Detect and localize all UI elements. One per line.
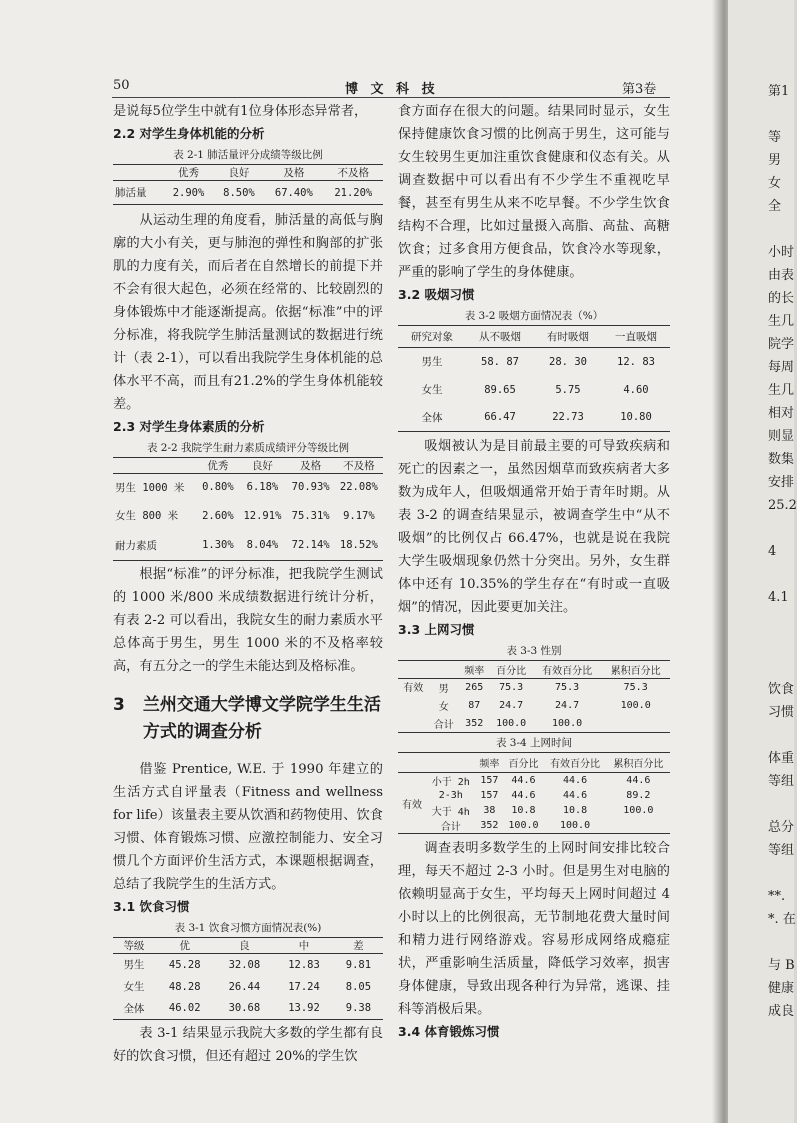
table-row — [113, 998, 383, 1020]
table-header: 一直吸烟 — [615, 331, 657, 343]
table-cell: 17.24 — [288, 980, 320, 993]
table-header: 频率 — [479, 759, 500, 770]
table-row — [113, 976, 383, 998]
next-page-text — [768, 80, 797, 1023]
page-right-fragment — [728, 0, 797, 1123]
table-cell: 女生 800 米 — [115, 510, 179, 522]
table-cell: 75.3 — [555, 682, 580, 694]
table-cell: 男生 — [421, 356, 443, 369]
section-heading-3-4: 3.4 体育锻炼习惯 — [398, 1024, 500, 1039]
table-row — [113, 954, 383, 976]
table-header: 累积百分比 — [610, 666, 661, 677]
table-header: 不及格 — [343, 460, 375, 472]
paragraph: 食方面存在很大的问题。结果同时显示，女生保持健康饮食习惯的比例高于男生，这可能与女生较男生更加注重饮食健康和仪态有关。从调查数据中可以看出有不少学生不重视吃早餐，甚至有男生从来不吃早餐。不少学生饮食结构不合理，比如过量摄入高脂、高盐、高糖饮食；过多食用方便食品，饮食冷水等现象，严重的影响了学生的身体健康。 — [398, 104, 670, 280]
table-cell: 合计 — [433, 719, 454, 731]
next-page-line — [768, 632, 797, 655]
table-cell: 100.0 — [623, 805, 654, 816]
table-cell: 58. 87 — [481, 355, 519, 368]
next-page-line — [768, 517, 797, 540]
table-cell: 女 — [438, 702, 449, 713]
volume-label: 第3卷 — [622, 82, 657, 97]
next-page-line: 每周 — [768, 360, 795, 375]
table-cell: 男生 — [123, 959, 145, 972]
next-page-line — [768, 563, 797, 586]
next-page-line: 全 — [768, 199, 782, 214]
table-cell: 5.75 — [555, 383, 581, 396]
table-header: 优 — [179, 940, 190, 952]
next-page-line: 饮食 — [768, 682, 795, 697]
next-page-line — [768, 218, 797, 241]
table-cell: 22.08% — [339, 481, 378, 494]
table-cell: 9.38 — [345, 1002, 372, 1015]
table-cell: 352 — [465, 717, 484, 729]
next-page-line: 总分 — [768, 820, 795, 835]
section-heading-2-2: 2.2 对学生身体机能的分析 — [113, 126, 265, 141]
table-header — [113, 458, 197, 474]
table-cell: 男 — [438, 684, 449, 696]
next-page-line: 相对 — [768, 406, 795, 421]
table-cell: 32.08 — [228, 958, 261, 971]
table-cell: 157 — [480, 790, 499, 801]
table-cell: 全体 — [421, 411, 443, 424]
table-cell: 4.60 — [623, 383, 649, 396]
table-cell: 157 — [480, 775, 499, 786]
table-2-1 — [113, 164, 383, 205]
section-heading-3-1: 3.1 饮食习惯 — [113, 899, 190, 914]
table-header-row — [113, 458, 383, 474]
table-cell: 9.17% — [343, 509, 375, 522]
page-number: 50 — [113, 78, 130, 93]
table-header-row — [113, 165, 383, 181]
section-heading-3-2: 3.2 吸烟习惯 — [398, 287, 475, 302]
table-header: 有效百分比 — [550, 759, 601, 770]
table-cell — [601, 715, 670, 733]
table-row — [398, 715, 670, 733]
table-2-2 — [113, 457, 383, 561]
next-page-line: 生几 — [768, 383, 795, 398]
table-cell: 24.7 — [555, 700, 580, 711]
next-page-line — [768, 655, 797, 678]
table-row — [398, 773, 670, 789]
table-row — [398, 818, 670, 834]
table-caption: 表 3-4 上网时间 — [495, 737, 573, 749]
table-cell: 1.30% — [202, 539, 234, 552]
table-header-row — [113, 938, 383, 954]
next-page-line: 与 B — [768, 958, 795, 973]
next-page-line: 4 — [768, 544, 777, 559]
table-cell: 75.3 — [499, 682, 524, 694]
table-cell: 44.6 — [626, 775, 651, 786]
table-cell: 12.91% — [243, 509, 282, 522]
table-cell: 12. 83 — [617, 355, 655, 368]
next-page-line — [768, 103, 797, 126]
next-page-line: 健康 — [768, 981, 795, 996]
table-cell: 26.44 — [228, 980, 261, 993]
table-cell: 女生 — [123, 981, 145, 993]
table-header: 累积百分比 — [613, 759, 664, 770]
table-row — [398, 376, 670, 404]
next-page-line: 体重 — [768, 751, 795, 766]
table-cell: 6.18% — [246, 481, 279, 494]
table-header: 百分比 — [496, 666, 527, 677]
table-cell: 2-3h — [438, 790, 463, 801]
right-column — [398, 100, 670, 1043]
table-header: 及格 — [283, 167, 305, 179]
table-header — [113, 165, 163, 181]
table-cell: 100.0 — [620, 700, 651, 711]
journal-title: 博 文 科 技 — [345, 82, 439, 97]
table-cell: 72.14% — [291, 539, 330, 552]
table-cell: 18.52% — [339, 539, 378, 552]
table-cell: 21.20% — [334, 186, 373, 199]
table-cell: 10.8 — [563, 805, 588, 816]
table-header: 频率 — [464, 666, 485, 677]
table-cell: 8.04% — [246, 539, 279, 552]
table-caption: 表 2-1 肺活量评分成绩等级比例 — [173, 149, 323, 161]
table-row — [398, 803, 670, 818]
table-caption: 表 3-3 性别 — [506, 645, 562, 657]
table-cell: 89.65 — [484, 383, 516, 396]
table-header: 百分比 — [508, 759, 539, 770]
next-page-line — [768, 793, 797, 816]
table-cell: 2.90% — [172, 186, 205, 199]
table-cell: 48.28 — [168, 980, 201, 993]
paragraph: 表 3-1 结果显示我院大多数的学生都有良好的饮食习惯，但还有超过 20%的学生饮 — [113, 1026, 383, 1064]
table-header: 不及格 — [337, 167, 370, 179]
next-page-line: 等 — [768, 130, 782, 145]
next-page-line: 则显 — [768, 429, 795, 444]
table-cell: 75.31% — [291, 509, 330, 522]
section-heading-3-3: 3.3 上网习惯 — [398, 622, 475, 637]
table-header: 优秀 — [178, 167, 199, 179]
next-page-line: *. 在 — [768, 912, 796, 927]
next-page-line: 25.2 — [768, 498, 797, 513]
table-cell: 全体 — [123, 1002, 145, 1015]
table-header — [428, 661, 458, 679]
table-3-1 — [113, 937, 383, 1020]
table-header — [426, 753, 475, 773]
table-row — [398, 788, 670, 803]
table-cell: 8.05 — [345, 980, 372, 993]
next-page-line — [768, 609, 797, 632]
table-cell: 8.50% — [223, 186, 255, 199]
table-cell: 44.6 — [511, 775, 536, 786]
next-page-line — [768, 931, 797, 954]
next-page-line: 数集 — [768, 452, 795, 467]
table-cell: 66.47 — [484, 411, 516, 424]
table-cell: 352 — [480, 820, 499, 831]
table-header: 及格 — [300, 460, 322, 472]
table-header: 良 — [239, 940, 250, 952]
table-header: 有效百分比 — [542, 666, 593, 677]
table-3-3 — [398, 660, 670, 733]
table-cell: 67.40% — [274, 186, 313, 199]
table-3-2 — [398, 325, 670, 432]
table-caption: 表 3-1 饮食习惯方面情况表(%) — [174, 922, 322, 934]
section-heading-3 — [113, 692, 383, 746]
table-cell: 30.68 — [228, 1002, 261, 1015]
table-cell: 有效 — [403, 683, 424, 694]
table-cell: 男生 1000 米 — [115, 481, 185, 494]
table-header-row — [398, 661, 670, 679]
next-page-line: 成良 — [768, 1004, 795, 1019]
table-cell: 12.83 — [288, 958, 320, 971]
table-cell: 合计 — [440, 822, 461, 833]
table-cell: 有效 — [402, 799, 423, 811]
table-row — [398, 679, 670, 697]
table-header: 优秀 — [207, 460, 229, 472]
table-header: 研究对象 — [411, 331, 453, 343]
table-caption: 表 3-2 吸烟方面情况表（%） — [464, 310, 604, 322]
table-cell: 13.92 — [288, 1002, 320, 1015]
table-header — [398, 661, 428, 679]
header-rule — [112, 97, 670, 98]
table-row — [398, 348, 670, 376]
left-column — [113, 100, 383, 1068]
next-page-line: 第1 — [768, 84, 790, 99]
table-header: 从不吸烟 — [479, 331, 521, 343]
table-cell: 70.93% — [291, 481, 330, 494]
table-header-row — [398, 753, 670, 773]
table-header: 良好 — [228, 167, 250, 179]
table-3-4 — [398, 752, 670, 834]
table-cell: 24.7 — [499, 700, 524, 711]
table-header: 有时吸烟 — [547, 331, 589, 343]
table-cell: 肺活量 — [115, 187, 147, 199]
table-header: 良好 — [251, 460, 273, 472]
table-row — [398, 404, 670, 432]
next-page-line: 小时 — [768, 245, 795, 260]
table-cell: 100.0 — [552, 717, 583, 729]
next-page-line: 生几 — [768, 314, 795, 329]
table-header-row — [398, 326, 670, 348]
table-cell: 87 — [468, 700, 481, 711]
table-cell: 小于 2h — [431, 777, 470, 788]
table-cell: 100.0 — [560, 820, 591, 831]
table-cell: 0.80% — [202, 481, 234, 494]
table-cell: 44.6 — [511, 790, 536, 801]
table-cell: 38 — [483, 805, 496, 816]
next-page-line: 女 — [768, 176, 782, 191]
next-page-line: 等组 — [768, 774, 795, 789]
table-cell: 22.73 — [552, 411, 584, 424]
paragraph: 吸烟被认为是目前最主要的可导致疾病和死亡的因素之一，虽然因烟草而致疾病者大多数为成年人，但吸烟通常开始于青年时期。从表 3-2 的调查结果显示，被调查学生中“从不吸烟”的比例仅占 66.47%，也就是说在我院大学生吸烟现象仍然十分突出。另外，女生群体中还有 10.35%的学生存在“有时或一直吸烟”的情况，因此要更加关注。 — [398, 439, 670, 615]
table-cell: 89.2 — [626, 790, 651, 801]
next-page-line: **. — [768, 889, 786, 904]
paragraph: 调查表明多数学生的上网时间安排比较合理，每天不超过 2-3 小时。但是男生对电脑的依赖明显高于女生，平均每天上网时间超过 4 小时以上的比例很高，无节制地花费大量时间和精力进行网络游戏。容易形成网络成瘾症状，严重影响生活质量，降低学习效率，损害身体健康，导致出现各种行为异常，逃课、挂科等消极后果。 — [398, 841, 670, 1017]
paragraph: 根据“标准”的评分标准，把我院学生测试的 1000 米/800 米成绩数据进行统计分析，有表 2-2 可以看出，我院女生的耐力素质水平总体高于男生，男生 1000 米的不及格率较高，有五分之一的学生未能达到及格标准。 — [113, 567, 383, 674]
table-cell: 100.0 — [496, 717, 527, 729]
table-cell: 44.6 — [563, 775, 588, 786]
paragraph: 是说每5位学生中就有1位身体形态异常者， — [113, 104, 368, 119]
section-number: 3 — [113, 695, 125, 715]
section-title: 兰州交通大学博文学院学生生活方式的调查分析 — [142, 695, 381, 742]
section-heading-2-3: 2.3 对学生身体素质的分析 — [113, 419, 265, 434]
table-header: 差 — [353, 940, 364, 952]
table-cell: 75.3 — [623, 682, 648, 694]
paragraph: 从运动生理的角度看，肺活量的高低与胸廓的大小有关，更与肺泡的弹性和胸部的扩张肌的力度有关，而后者在自然增长的前提下并不会有很大起色，必须在经常的、比较剧烈的身体锻炼中才能逐渐提高。依据“标准”中的评分标准，将我院学生肺活量测试的数据进行统计（表 2-1），可以看出我院学生身体机能的总体水平不高，而且有21.2%的学生身体机能较差。 — [113, 213, 383, 412]
table-caption: 表 2-2 我院学生耐力素质成绩评分等级比例 — [146, 442, 350, 454]
table-header — [398, 753, 426, 773]
next-page-line: 4.1 — [768, 590, 789, 605]
table-cell: 44.6 — [563, 790, 588, 801]
next-page-line — [768, 724, 797, 747]
table-cell: 女生 — [421, 384, 443, 396]
next-page-line — [768, 862, 797, 885]
next-page-line: 安排 — [768, 475, 795, 490]
paragraph: 借鉴 Prentice, W.E. 于 1990 年建立的生活方式自评量表（Fitness and wellness for life）该量表主要从饮酒和药物使用、饮食习惯、体育锻炼习惯、应激控制能力、安全习惯几个方面评价生活方式，本课题根据调查，总结了我院学生的生活方式。 — [113, 762, 383, 892]
table-cell: 100.0 — [508, 820, 539, 831]
table-cell: 2.60% — [202, 509, 234, 522]
table-row — [398, 697, 670, 715]
table-cell: 10.8 — [511, 805, 536, 816]
table-row — [113, 501, 383, 531]
table-cell: 大于 4h — [431, 807, 470, 818]
table-row — [113, 181, 383, 205]
next-page-line: 等组 — [768, 843, 795, 858]
table-cell: 265 — [465, 682, 484, 694]
table-row — [113, 474, 383, 501]
table-header: 中 — [298, 940, 310, 952]
table-row — [113, 531, 383, 561]
table-cell: 耐力素质 — [115, 539, 157, 552]
table-cell: 46.02 — [168, 1002, 201, 1015]
next-page-line: 院学 — [768, 337, 795, 352]
next-page-line: 男 — [768, 153, 782, 168]
table-cell: 45.28 — [168, 958, 201, 971]
table-cell: 9.81 — [345, 958, 372, 971]
table-cell: 28. 30 — [549, 355, 587, 368]
table-cell — [607, 818, 670, 834]
next-page-line: 的长 — [768, 291, 795, 306]
table-header: 等级 — [123, 940, 145, 952]
table-cell: 10.80 — [620, 411, 652, 424]
next-page-line: 由表 — [768, 268, 795, 283]
next-page-line: 习惯 — [768, 705, 795, 720]
